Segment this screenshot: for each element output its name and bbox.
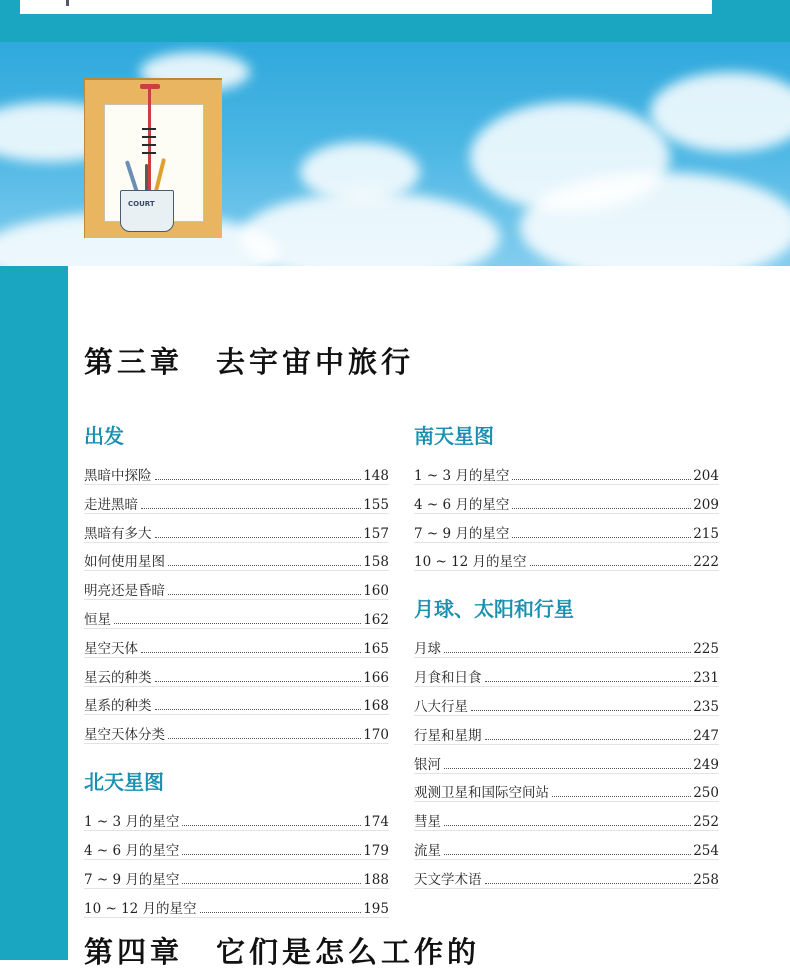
dot-leader <box>200 912 362 913</box>
toc-entry-page: 249 <box>693 756 719 773</box>
section-title-south-star-map: 南天星图 <box>414 424 494 448</box>
toc-entry-page: 258 <box>693 871 719 888</box>
toc-entry[interactable] <box>84 544 389 571</box>
dot-leader <box>512 479 691 480</box>
toc-entry[interactable] <box>414 458 719 485</box>
toc-entry-page: 174 <box>363 814 389 831</box>
toc-entry-page: 204 <box>693 468 719 484</box>
dot-leader <box>444 652 691 653</box>
toc-entry[interactable] <box>414 544 719 571</box>
dot-leader <box>168 738 361 739</box>
toc-entry-title: 星系的种类 <box>84 698 152 715</box>
next-chapter-title: 第四章 它们是怎么工作的 <box>84 935 481 969</box>
dot-leader <box>485 883 692 884</box>
toc-entry-title: 星云的种类 <box>84 669 152 686</box>
toc-entry-page: 166 <box>363 669 389 686</box>
toc-entry-page: 250 <box>693 785 719 802</box>
toc-entry[interactable] <box>84 688 389 715</box>
dot-leader <box>141 652 361 653</box>
toc-entry-page: 235 <box>693 698 719 715</box>
toc-entry-title: 1 ~ 3 月的星空 <box>414 468 510 484</box>
rod-rung <box>142 128 156 130</box>
toc-entry-title: 天文学术语 <box>414 871 482 888</box>
dot-leader <box>444 768 691 769</box>
toc-entry[interactable] <box>414 631 719 658</box>
toc-entry-page: 188 <box>363 871 389 888</box>
toc-entry-title: 行星和星期 <box>414 727 482 744</box>
toc-entry-page: 160 <box>363 583 389 600</box>
red-rod-illustration <box>148 86 151 206</box>
toc-entry-title: 10 ~ 12 月的星空 <box>414 554 527 571</box>
section-title-north-star-map: 北天星图 <box>84 770 164 795</box>
toc-entry[interactable] <box>414 689 719 716</box>
dot-leader <box>155 709 362 710</box>
toc-entry-title: 八大行星 <box>414 698 468 715</box>
dot-leader <box>182 825 361 826</box>
toc-entry-page: 170 <box>363 727 389 744</box>
dot-leader <box>141 508 361 509</box>
toc-entry-title: 星空天体 <box>84 640 138 657</box>
dot-leader <box>471 710 691 711</box>
toc-entry-page: 225 <box>693 641 719 658</box>
toc-entry[interactable] <box>84 891 389 918</box>
toc-entry[interactable] <box>84 516 389 543</box>
toc-entry[interactable] <box>414 775 719 802</box>
toc-entry-title: 月球 <box>414 641 441 658</box>
toc-entry-title: 7 ~ 9 月的星空 <box>84 871 180 888</box>
toc-entry-page: 179 <box>363 842 389 859</box>
toc-entry[interactable] <box>84 458 389 485</box>
rod-rung <box>142 152 156 154</box>
section-title-depart: 出发 <box>84 424 124 448</box>
toc-list-moon-sun-planets <box>414 631 719 888</box>
toc-entry[interactable] <box>84 602 389 629</box>
toc-entry[interactable] <box>414 487 719 514</box>
toc-entry-page: 209 <box>693 496 719 513</box>
toc-column-left <box>84 418 389 919</box>
section-title-moon-sun-planets: 月球、太阳和行星 <box>414 597 574 622</box>
rod-rung <box>142 136 156 138</box>
toc-entry-page: 162 <box>363 611 389 628</box>
toc-entry-title: 如何使用星图 <box>84 554 165 571</box>
toc-entry[interactable] <box>414 833 719 860</box>
toc-entry-title: 4 ~ 6 月的星空 <box>414 496 510 513</box>
toc-entry-page: 215 <box>693 525 719 542</box>
toc-entry[interactable] <box>414 804 719 831</box>
dot-leader <box>155 537 362 538</box>
toc-entry-title: 月食和日食 <box>414 670 482 687</box>
toc-entry-title: 彗星 <box>414 814 441 831</box>
toc-entry-title: 流星 <box>414 842 441 859</box>
toc-entry-title: 黑暗中探险 <box>84 468 152 484</box>
dot-leader <box>530 565 692 566</box>
cup-label: COURT <box>128 200 155 208</box>
toc-entry[interactable] <box>414 747 719 774</box>
toc-entry-title: 走进黑暗 <box>84 496 138 513</box>
cloud <box>650 72 790 152</box>
toc-entry-title: 4 ~ 6 月的星空 <box>84 842 180 859</box>
dot-leader <box>552 796 691 797</box>
toc-list-south-star-map <box>414 458 719 571</box>
toc-entry-title: 7 ~ 9 月的星空 <box>414 525 510 542</box>
dot-leader <box>444 854 691 855</box>
toc-list-north-star-map <box>84 804 389 917</box>
toc-entry[interactable] <box>84 862 389 889</box>
toc-entry-page: 158 <box>363 554 389 571</box>
page-edge-mark <box>66 0 69 6</box>
toc-entry-page: 247 <box>693 727 719 744</box>
toc-entry-page: 168 <box>363 698 389 715</box>
toc-entry[interactable] <box>84 833 389 860</box>
chapter-title: 第三章 去宇宙中旅行 <box>84 345 415 379</box>
toc-entry-title: 恒星 <box>84 611 111 628</box>
dot-leader <box>155 479 362 480</box>
toc-entry-title: 1 ~ 3 月的星空 <box>84 814 180 831</box>
toc-entry[interactable] <box>84 573 389 600</box>
toc-entry[interactable] <box>84 717 389 744</box>
toc-column-right <box>414 418 719 891</box>
dot-leader <box>155 681 362 682</box>
toc-entry-title: 10 ~ 12 月的星空 <box>84 900 197 917</box>
dot-leader <box>444 825 691 826</box>
toc-entry[interactable] <box>414 862 719 889</box>
toc-entry-page: 157 <box>363 525 389 542</box>
rod-rung <box>142 144 156 146</box>
toc-entry[interactable] <box>414 516 719 543</box>
toc-entry-page: 252 <box>693 814 719 831</box>
cup-illustration <box>120 190 174 232</box>
toc-entry-page: 148 <box>363 468 389 484</box>
toc-entry-title: 观测卫星和国际空间站 <box>414 785 549 802</box>
toc-entry-title: 明亮还是昏暗 <box>84 583 165 600</box>
dot-leader <box>182 883 361 884</box>
dot-leader <box>182 854 361 855</box>
toc-entry-page: 155 <box>363 496 389 513</box>
toc-entry[interactable] <box>84 660 389 687</box>
toc-entry[interactable] <box>414 718 719 745</box>
toc-list-depart <box>84 458 389 744</box>
dot-leader <box>485 681 692 682</box>
toc-entry[interactable] <box>84 631 389 658</box>
dot-leader <box>168 594 361 595</box>
previous-page-edge <box>20 0 712 14</box>
toc-entry-page: 222 <box>693 554 719 571</box>
toc-entry-page: 195 <box>363 900 389 917</box>
cloud <box>300 142 420 202</box>
toc-entry[interactable] <box>414 660 719 687</box>
toc-entry-title: 银河 <box>414 756 441 773</box>
toc-entry-page: 231 <box>693 670 719 687</box>
left-teal-band <box>0 266 68 960</box>
toc-entry-page: 165 <box>363 640 389 657</box>
dot-leader <box>485 739 692 740</box>
toc-entry-page: 254 <box>693 842 719 859</box>
dot-leader <box>168 565 361 566</box>
dot-leader <box>114 623 361 624</box>
dot-leader <box>512 537 691 538</box>
toc-entry-title: 星空天体分类 <box>84 727 165 744</box>
toc-entry[interactable] <box>84 804 389 831</box>
dot-leader <box>512 508 691 509</box>
toc-entry[interactable] <box>84 487 389 514</box>
toc-entry-title: 黑暗有多大 <box>84 525 152 542</box>
